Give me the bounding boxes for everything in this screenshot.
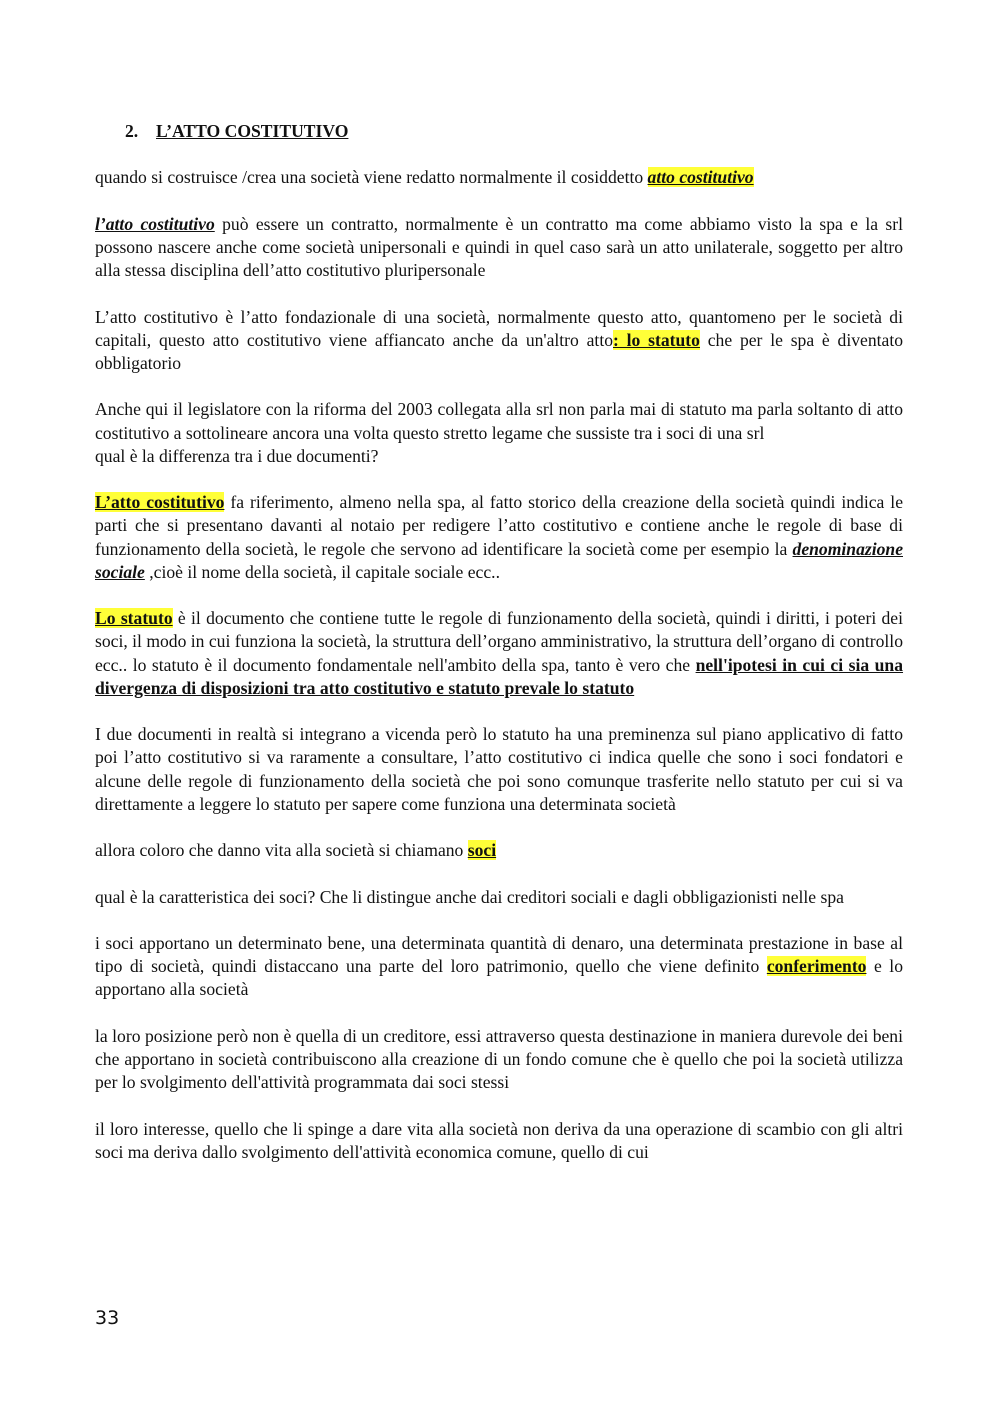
paragraph-text: può essere un contratto, normalmente è un contratto ma come abbiamo visto la spa e la srl possono nascere anche come società unipersonali e quindi in quel caso sarà un atto unilaterale, soggetto per altro alla stessa disciplina dell’atto costitutivo pluripersonale (95, 213, 903, 281)
page-number: 33 (95, 1307, 120, 1329)
highlighted-term-statuto: Lo statuto (95, 608, 173, 629)
emphasis-statuto-prevale: nell'ipotesi in cui ci sia una divergenza di disposizioni tra atto costitutivo e statuto prevale lo statuto (95, 654, 904, 698)
paragraph-text: e lo apportano alla società (95, 956, 903, 1000)
question-text: qual è la differenza tra i due documenti? (95, 445, 379, 466)
term-atto-costitutivo: l’atto costitutivo (95, 213, 215, 234)
paragraph-5 (95, 445, 903, 468)
document-body (95, 120, 903, 1187)
paragraph-1 (95, 166, 903, 189)
paragraph-text: quando si costruisce /crea una società viene redatto normalmente il cosiddetto (95, 167, 648, 188)
paragraph-text: fa riferimento, almeno nella spa, al fatto storico della creazione della società quindi indica le parti che si presentano davanti al notaio per redigere l’atto costitutivo e contiene anche le regole di base di funzionamento della società, le regole che servono ad identificare la società come per esempio la (95, 492, 903, 559)
paragraph-text: allora coloro che danno vita alla società si chiamano (95, 840, 468, 861)
highlighted-term-soci: soci (467, 840, 497, 861)
section-number: 2. (125, 121, 139, 141)
paragraph-text: qual è la caratteristica dei soci? Che li distingue anche dai creditori sociali e dagli obbligazionisti nelle spa (95, 886, 844, 907)
paragraph-11 (95, 932, 903, 1002)
paragraph-7 (95, 607, 903, 700)
paragraph-text: i soci apportano un determinato bene, una determinata quantità di denaro, una determinata prestazione in base al tipo di società, quindi distaccano una parte del loro patrimonio, quello che viene definito (95, 932, 903, 977)
paragraph-13 (95, 1118, 903, 1164)
paragraph-text: la loro posizione però non è quella di un creditore, essi attraverso questa destinazione in maniera durevole dei beni che apportano in società contribuiscono alla creazione di un fondo comune che è quello che poi la società utilizza per lo svolgimento dell'attività programmata dai soci stessi (95, 1025, 903, 1093)
highlighted-term-conferimento: conferimento (766, 956, 867, 977)
section-title: L’ATTO COSTITUTIVO (156, 121, 349, 141)
paragraph-2 (95, 213, 903, 283)
paragraph-text: che per le spa è diventato obbligatorio (95, 329, 904, 373)
section-heading (125, 120, 903, 143)
paragraph-4 (95, 398, 903, 444)
paragraph-10 (95, 886, 903, 909)
paragraph-8 (95, 723, 903, 816)
paragraph-text: L’atto costitutivo è l’atto fondazionale di una società, normalmente questo atto, quantomeno per le società di capitali, questo atto costitutivo viene affiancato anche da un'altro atto (95, 306, 903, 350)
paragraph-9 (95, 839, 903, 862)
term-denominazione-sociale: denominazione sociale (95, 538, 903, 582)
paragraph-12 (95, 1025, 903, 1095)
paragraph-3 (95, 306, 903, 376)
paragraph-text: Anche qui il legislatore con la riforma del 2003 collegata alla srl non parla mai di statuto ma parla soltanto di atto costitutivo a sottolineare ancora una volta questo stretto legame che sussiste tra i soci di una srl (95, 399, 903, 443)
highlighted-term-atto-costitutivo: atto costitutivo (647, 167, 754, 188)
paragraph-text: il loro interesse, quello che li spinge a dare vita alla società non deriva da una operazione di scambio con gli altri soci ma deriva dallo svolgimento dell'attività economica comune, quello di cui (95, 1118, 903, 1162)
paragraph-6 (95, 491, 903, 584)
paragraph-text: è il documento che contiene tutte le regole di funzionamento della società, quindi i diritti, i poteri dei soci, il modo in cui funziona la società, la struttura dell’organo amministrativo, la struttura dell’organo di controllo ecc.. lo statuto è il documento fondamentale nell'ambito della spa, tanto è vero che (95, 608, 903, 675)
paragraph-text: ,cioè il nome della società, il capitale sociale ecc.. (144, 561, 500, 582)
paragraph-text: I due documenti in realtà si integrano a vicenda però lo statuto ha una preminenza sul piano applicativo di fatto poi l’atto costitutivo si va raramente a consultare, l’atto costitutivo ci indica quelle che sono i soci fondatori e alcune delle regole di funzionamento della società che poi sono comunque trasferite nello statuto per cui si va direttamente a leggere lo statuto per sapere come funziona una determinata società (95, 724, 903, 814)
highlighted-term-statuto: : lo statuto (613, 329, 700, 350)
highlighted-term-atto-costitutivo: L’atto costitutivo (95, 492, 225, 513)
